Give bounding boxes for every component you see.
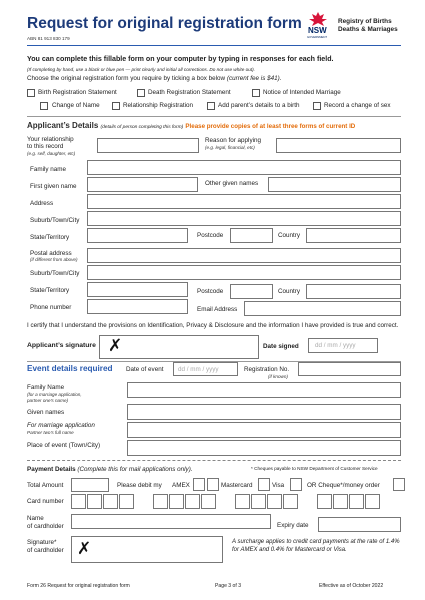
- payment-heading: Payment Details (Complete this for mail applications only).: [27, 466, 193, 473]
- option-checkbox-sex[interactable]: [313, 102, 321, 110]
- state2-field[interactable]: [87, 282, 188, 297]
- reason-hint: (e.g. legal, financial, etc): [205, 145, 255, 150]
- debit-label: Please debit my: [117, 482, 162, 489]
- cardholder-signature-label1: Signature*: [27, 539, 57, 546]
- cardholder-signature-field[interactable]: [71, 536, 223, 563]
- event-given-label: Given names: [27, 409, 65, 416]
- mastercard-checkbox[interactable]: [207, 478, 219, 491]
- registration-hint: (if known): [268, 374, 288, 379]
- reason-label: Reason for applying: [205, 137, 262, 144]
- postal-hint: (if different from above): [30, 257, 78, 262]
- address-field[interactable]: [87, 194, 401, 209]
- card-digit[interactable]: [169, 494, 184, 509]
- cardholder-signature-cross-icon: ✗: [77, 539, 92, 559]
- footer-effective: Effective as of October 2022: [319, 583, 384, 589]
- signature-field[interactable]: [99, 335, 259, 359]
- event-family-hint2: partner one’s name): [27, 398, 69, 403]
- country-label: Country: [278, 232, 301, 239]
- option-checkbox-relationship[interactable]: [112, 102, 120, 110]
- card-digit[interactable]: [251, 494, 266, 509]
- option-checkbox-marriage[interactable]: [252, 89, 260, 97]
- cardholder-signature-label2: of cardholder: [27, 547, 64, 554]
- option-label-birth: Birth Registration Statement: [38, 89, 117, 96]
- card-number-boxes: [71, 494, 401, 509]
- visa-label: Visa: [272, 482, 285, 489]
- event-date-placeholder: dd / mm / yyyy: [178, 366, 219, 373]
- option-label-parent: Add parent’s details to a birth: [218, 102, 300, 109]
- card-digit[interactable]: [201, 494, 216, 509]
- place-field[interactable]: [127, 440, 401, 456]
- family-name-label: Family name: [30, 166, 67, 173]
- postcode2-field[interactable]: [230, 284, 273, 299]
- state-field[interactable]: [87, 228, 188, 243]
- card-digit[interactable]: [267, 494, 282, 509]
- card-digit[interactable]: [349, 494, 364, 509]
- card-digit[interactable]: [153, 494, 168, 509]
- surcharge-note: A surcharge applies to credit card payments at the rate of 1.4% for AMEX and 0.4% for Mastercard or Visa.: [232, 539, 400, 554]
- suburb2-field[interactable]: [87, 265, 401, 280]
- other-given-field[interactable]: [268, 177, 401, 192]
- nsw-logo: [307, 11, 329, 41]
- event-family-hint1: (for a marriage application,: [27, 392, 82, 397]
- header-divider: [27, 45, 401, 46]
- option-label-sex: Record a change of sex: [324, 102, 391, 109]
- cardholder-name-label2: of cardholder: [27, 523, 64, 530]
- cheque-select-checkbox[interactable]: [290, 478, 302, 491]
- address-label: Address: [30, 200, 54, 207]
- expiry-field[interactable]: [318, 517, 401, 532]
- email-field[interactable]: [244, 301, 401, 316]
- intro-choose: Choose the original registration form you require by ticking a box below (current fee is $41).: [27, 75, 282, 82]
- agency-line1: Registry of Births: [338, 18, 392, 25]
- option-checkbox-death[interactable]: [137, 89, 145, 97]
- country2-field[interactable]: [306, 284, 401, 299]
- state-label: State/Territory: [30, 234, 70, 241]
- registration-field[interactable]: [298, 362, 401, 376]
- card-digit[interactable]: [87, 494, 102, 509]
- applicant-heading: Applicant’s Details (details of person completing this form) Please provide copies of at least three forms of current ID: [27, 121, 356, 130]
- waratah-icon: [307, 11, 329, 27]
- signature-label: Applicant’s signature: [27, 342, 96, 349]
- date-signed-placeholder: dd / mm / yyyy: [315, 342, 356, 349]
- event-heading: Event details required: [27, 364, 113, 373]
- card-digit[interactable]: [119, 494, 134, 509]
- amex-label: AMEX: [172, 482, 190, 489]
- country2-label: Country: [278, 288, 301, 295]
- card-digit[interactable]: [71, 494, 86, 509]
- option-label-marriage: Notice of Intended Marriage: [263, 89, 341, 96]
- postal-address-field[interactable]: [87, 248, 401, 263]
- marriage-hint: Partner two’s full name: [27, 430, 74, 435]
- amex-checkbox[interactable]: [193, 478, 205, 491]
- cardholder-name-field[interactable]: [71, 514, 271, 529]
- cheque-label: OR Cheque*/money order: [307, 482, 380, 489]
- card-digit[interactable]: [103, 494, 118, 509]
- option-checkbox-name[interactable]: [40, 102, 48, 110]
- event-date-label: Date of event: [126, 366, 164, 373]
- postcode2-label: Postcode: [197, 288, 224, 295]
- logo-text: NSW: [308, 26, 327, 35]
- card-digit[interactable]: [283, 494, 298, 509]
- family-name-field[interactable]: [87, 160, 401, 175]
- card-digit[interactable]: [333, 494, 348, 509]
- cheque-checkbox[interactable]: [393, 478, 405, 491]
- total-amount-field[interactable]: [71, 478, 109, 492]
- postcode-label: Postcode: [197, 232, 224, 239]
- visa-checkbox[interactable]: [258, 478, 270, 491]
- state2-label: State/Territory: [30, 287, 70, 294]
- suburb2-label: Suburb/Town/City: [30, 270, 80, 277]
- option-label-name: Change of Name: [52, 102, 100, 109]
- certify-text: I certify that I understand the provisions on Identification, Privacy & Disclosure and the information I have provided is true and correct.: [27, 322, 399, 329]
- logo-subtext: GOVERNMENT: [307, 35, 328, 39]
- postal-address-label: Postal address: [30, 250, 72, 257]
- suburb-field[interactable]: [87, 211, 401, 226]
- reason-field[interactable]: [276, 138, 401, 153]
- first-given-field[interactable]: [87, 177, 198, 192]
- marriage-label: For marriage application: [27, 422, 95, 429]
- footer-form: Form 26 Request for original registration form: [27, 583, 130, 589]
- card-digit[interactable]: [235, 494, 250, 509]
- option-label-death: Death Registration Statement: [148, 89, 231, 96]
- postcode-field[interactable]: [230, 228, 273, 243]
- place-label: Place of event (Town/City): [27, 442, 101, 449]
- relationship-label2: to this record: [27, 143, 64, 150]
- card-number-label: Card number: [27, 498, 64, 505]
- date-signed-label: Date signed: [263, 343, 299, 350]
- abn: ABN 81 913 830 179: [27, 36, 70, 41]
- signature-cross-icon: ✗: [108, 336, 123, 356]
- option-checkbox-parent[interactable]: [207, 102, 215, 110]
- intro-headline: You can complete this fillable form on your computer by typing in responses for each field.: [27, 55, 334, 63]
- cheque-note: * Cheques payable to NSW Department of Customer Service: [251, 466, 378, 471]
- relationship-label: Your relationship: [27, 136, 74, 143]
- marriage-field[interactable]: [127, 422, 401, 438]
- mastercard-label: Mastercard: [221, 482, 253, 489]
- email-label: Email Address: [197, 306, 238, 313]
- event-family-field[interactable]: [127, 382, 401, 398]
- first-given-label: First given name: [30, 183, 77, 190]
- suburb-label: Suburb/Town/City: [30, 217, 80, 224]
- card-digit[interactable]: [365, 494, 380, 509]
- phone-label: Phone number: [30, 304, 72, 311]
- intro-note: (If completing by hand, use a black or blue pen — print clearly and initial all corrections. Do not use white out).: [27, 67, 255, 72]
- phone-field[interactable]: [87, 299, 188, 314]
- event-given-field[interactable]: [127, 404, 401, 420]
- event-family-label: Family Name: [27, 384, 65, 391]
- cardholder-name-label1: Name: [27, 515, 44, 522]
- expiry-label: Expiry date: [277, 522, 309, 529]
- card-digit[interactable]: [185, 494, 200, 509]
- country-field[interactable]: [306, 228, 401, 243]
- option-label-relationship: Relationship Registration: [123, 102, 194, 109]
- divider: [27, 116, 401, 117]
- registration-label: Registration No.: [244, 366, 290, 373]
- option-checkbox-birth[interactable]: [27, 89, 35, 97]
- dashed-divider: [27, 460, 401, 461]
- total-amount-label: Total Amount: [27, 482, 64, 489]
- agency-line2: Deaths & Marriages: [338, 26, 398, 33]
- other-given-label: Other given names: [205, 180, 259, 187]
- footer-page: Page 3 of 3: [215, 583, 242, 589]
- relationship-hint: (e.g. self, daughter, etc): [27, 151, 76, 156]
- relationship-field[interactable]: [97, 138, 199, 153]
- card-digit[interactable]: [317, 494, 332, 509]
- page-title: Request for original registration form: [27, 15, 302, 32]
